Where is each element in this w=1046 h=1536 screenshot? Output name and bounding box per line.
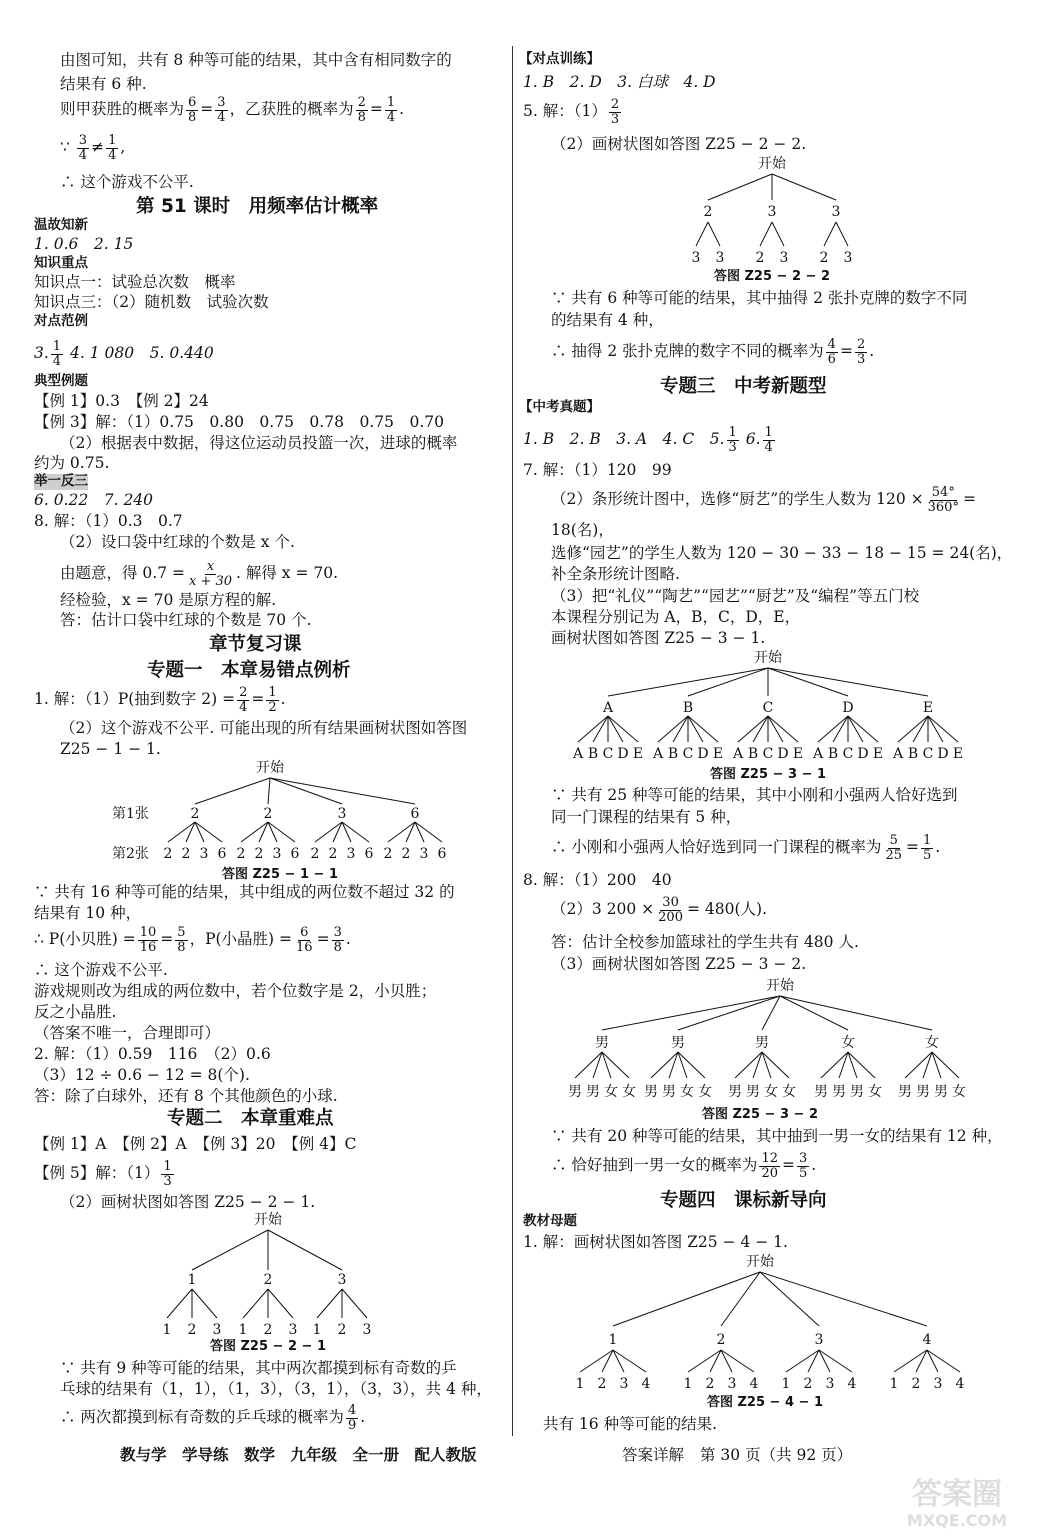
tree-node: 3: [767, 204, 777, 220]
text-line: （2）3 200 × $\frac{30}{200}$ = 480(人).: [551, 895, 768, 925]
tree-leaf: B: [587, 746, 599, 762]
tree-leaf: 3: [288, 1322, 298, 1338]
text-line: 乓球的结果有（1，1），（1，3），（3，1），（3，3），共 4 种，: [60, 1380, 492, 1398]
tree-diagram-z25-2-2: [680, 152, 880, 284]
text-line: 本课程分别记为 A，B，C，D，E，: [551, 608, 801, 626]
text-line: 5. 解：（1） $\frac{2}{3}$: [523, 97, 620, 127]
tree-diagram-z25-4-1: [555, 1250, 975, 1410]
tree-leaf: 1: [238, 1322, 248, 1338]
tree-leaf: A: [892, 746, 904, 762]
tree-leaf: 1: [575, 1376, 585, 1392]
section-heading: 典型例题: [34, 373, 88, 389]
tree-leaf: 3: [779, 250, 789, 266]
text-line: 选修“园艺”的学生人数为 120 − 30 − 33 − 18 − 15 = 24(名)，: [551, 544, 1013, 562]
topic-title: 专题一 本章易错点例析: [147, 660, 351, 681]
tree-diagram-z25-1-1: [100, 758, 460, 882]
text-line: ∵ 共有 6 种等可能的结果，其中抽得 2 张扑克牌的数字不同: [551, 289, 968, 307]
section-heading: 【对点训练】: [519, 51, 600, 67]
text-line: （3）画树状图如答图 Z25 − 3 − 2.: [551, 955, 807, 973]
tree-leaf: 2: [328, 846, 338, 862]
tree-node: 女: [925, 1035, 939, 1051]
tree-leaf: 3: [825, 1376, 835, 1392]
tree-leaf: 女: [952, 1084, 966, 1100]
watermark-text: 答案圈: [912, 1477, 1002, 1512]
tree-node: 男: [595, 1035, 609, 1051]
tree-node: 6: [410, 806, 420, 822]
tree-leaf: 3: [691, 250, 701, 266]
text-line: 反之小晶胜.: [34, 1003, 117, 1021]
text-line: 由图可知，共有 8 种等可能的结果，其中含有相同数字的: [60, 51, 452, 69]
text-line: 补全条形统计图略.: [551, 565, 680, 583]
footer-section: 答案详解: [622, 1446, 685, 1464]
tree-leaf: 男: [644, 1084, 658, 1100]
book-title: 教与学 学导练 数学 九年级 全一册 配人教版: [120, 1446, 477, 1464]
text-line: ∴ 这个游戏不公平.: [60, 173, 194, 191]
text-line: 【例 1】0.3 【例 2】24: [34, 392, 209, 410]
tree-root: 开始: [254, 1212, 282, 1228]
text-line: 的结果有 4 种，: [551, 311, 664, 329]
text-line: ∵ 共有 16 种等可能的结果，其中组成的两位数不超过 32 的: [34, 883, 455, 901]
tree-leaf: B: [827, 746, 839, 762]
tree-leaf: 3: [933, 1376, 943, 1392]
text-line: 1. 0.6 2. 15: [34, 235, 134, 253]
text-line: ∵ 共有 9 种等可能的结果，其中两次都摸到标有奇数的乒: [60, 1359, 457, 1377]
text-line: 2. 解：（1）0.59 116 （2）0.6: [34, 1045, 271, 1063]
tree-leaf: A: [732, 746, 744, 762]
topic-title: 专题三 中考新题型: [660, 376, 827, 397]
tree-leaf: 男: [850, 1084, 864, 1100]
text-line: 8. 解：（1）200 40: [523, 871, 672, 889]
text-line: 1. B 2. B 3. A 4. C 5. $\frac{1}{3}$ 6. $\frac{1}{4}$: [523, 425, 773, 455]
text-line: 结果有 10 种，: [34, 904, 142, 922]
tree-leaf: 女: [622, 1084, 636, 1100]
tree-node: D: [842, 700, 854, 716]
tree-leaf: 2: [383, 846, 393, 862]
tree-leaf: 2: [819, 250, 829, 266]
tree-leaf: 1: [889, 1376, 899, 1392]
tree-leaf: C: [602, 746, 614, 762]
tree-leaf: 1: [162, 1322, 172, 1338]
text-line: 知识点一：试验总次数 概率: [34, 273, 236, 291]
section-heading: 举一反三: [34, 473, 88, 489]
tree-node: 3: [814, 1332, 824, 1348]
tree-leaf: 1: [683, 1376, 693, 1392]
tree-leaf: 6: [437, 846, 447, 862]
section-heading: 知识重点: [34, 255, 88, 271]
tree-leaf: 女: [868, 1084, 882, 1100]
tree-leaf: 2: [705, 1376, 715, 1392]
tree-diagram-z25-3-2: [570, 974, 990, 1122]
tree-leaf: 3: [212, 1322, 222, 1338]
text-line: 18(名)，: [551, 521, 614, 539]
lesson-title: 第 51 课时 用频率估计概率: [136, 196, 379, 217]
text-line: 7. 解：（1）120 99: [523, 461, 672, 479]
text-line: 【例 1】A 【例 2】A 【例 3】20 【例 4】C: [34, 1135, 357, 1153]
text-line: ∴ P(小贝胜) = $\frac{10}{16}$ = $\frac{5}{8}$ ，P(小晶胜) = $\frac{6}{16}$ = $\frac{3}{8}$ .: [34, 925, 351, 955]
tree-leaf: 2: [310, 846, 320, 862]
tree-leaf: 3: [843, 250, 853, 266]
tree-leaf: 男: [728, 1084, 742, 1100]
tree-leaf: 2: [236, 846, 246, 862]
text-line: ∵ 共有 25 种等可能的结果，其中小刚和小强两人恰好选到: [551, 786, 958, 804]
tree-leaf: 2: [254, 846, 264, 862]
text-line: 答：估计全校参加篮球社的学生共有 480 人.: [551, 933, 859, 951]
text-line: （2）根据表中数据，得这位运动员投篮一次，进球的概率: [60, 434, 458, 452]
tree-leaf: 3: [715, 250, 725, 266]
tree-node: A: [602, 700, 614, 716]
tree-leaf: E: [632, 746, 644, 762]
text-line: （2）画树状图如答图 Z25 − 2 − 1.: [60, 1193, 316, 1211]
tree-leaf: 2: [755, 250, 765, 266]
section-heading: 对点范例: [34, 313, 88, 329]
tree-leaf: 3: [346, 846, 356, 862]
tree-leaf: 男: [832, 1084, 846, 1100]
tree-leaf: 3: [362, 1322, 372, 1338]
tree-leaf: D: [937, 746, 949, 762]
tree-node: E: [922, 700, 934, 716]
tree-leaf: 2: [263, 1322, 273, 1338]
tree-leaf: B: [747, 746, 759, 762]
tree-node: 男: [671, 1035, 685, 1051]
text-line: 1. 解：（1）P(抽到数字 2) = $\frac{2}{4}$ = $\frac{1}{2}$ .: [34, 685, 286, 715]
text-line: 【例 5】解：（1） $\frac{1}{3}$: [34, 1159, 172, 1189]
tree-leaf: E: [952, 746, 964, 762]
figure-caption: 答图 Z25 − 2 − 2: [713, 269, 831, 284]
tree-leaf: C: [922, 746, 934, 762]
text-line: 1. B 2. D 3. 白球 4. D: [523, 73, 716, 91]
tree-leaf: 2: [401, 846, 411, 862]
tree-node: 男: [755, 1035, 769, 1051]
tree-row-label: 第2张: [112, 846, 149, 862]
watermark-url: MXQE.COM: [906, 1511, 1008, 1530]
figure-caption: 答图 Z25 − 2 − 1: [209, 1339, 327, 1354]
text-line: 游戏规则改为组成的两位数中，若个位数字是 2，小贝胜；: [34, 982, 437, 1000]
tree-leaf: 女: [782, 1084, 796, 1100]
tree-node: 1: [187, 1272, 197, 1288]
text-line: ∵ 共有 20 种等可能的结果，其中抽到一男一女的结果有 12 种，: [551, 1127, 1003, 1145]
tree-leaf: 女: [764, 1084, 778, 1100]
figure-caption: 答图 Z25 − 1 − 1: [221, 867, 339, 882]
tree-root: 开始: [754, 650, 782, 666]
tree-leaf: 4: [749, 1376, 759, 1392]
text-line: 8. 解：（1）0.3 0.7: [34, 512, 183, 530]
tree-leaf: 2: [181, 846, 191, 862]
tree-node: 4: [922, 1332, 932, 1348]
text-line: 则甲获胜的概率为 $\frac{6}{8}$ = $\frac{3}{4}$ ，乙获胜的概率为 $\frac{2}{8}$ = $\frac{1}{4}$ .: [60, 95, 405, 125]
text-line: ∵ $\frac{3}{4}$ ≠ $\frac{1}{4}$ ,: [60, 133, 126, 163]
text-line: （3）12 ÷ 0.6 − 12 = 8(个).: [34, 1066, 250, 1084]
tree-leaf: B: [907, 746, 919, 762]
tree-leaf: 男: [746, 1084, 760, 1100]
tree-leaf: D: [857, 746, 869, 762]
text-line: （2）画树状图如答图 Z25 − 2 − 2.: [551, 135, 807, 153]
topic-title: 专题四 课标新导向: [660, 1190, 827, 1211]
chapter-title: 章节复习课: [209, 634, 302, 655]
tree-leaf: 女: [698, 1084, 712, 1100]
tree-node: 2: [703, 204, 713, 220]
text-line: ∴ 这个游戏不公平.: [34, 961, 168, 979]
text-line: （2）条形统计图中，选修“厨艺”的学生人数为 120 × $\frac{54^\circ}{360^\circ}$ =: [551, 485, 976, 515]
tree-root: 开始: [758, 156, 786, 172]
text-line: （答案不唯一，合理即可）: [34, 1024, 221, 1042]
tree-node: 3: [831, 204, 841, 220]
tree-leaf: 3: [619, 1376, 629, 1392]
tree-root: 开始: [256, 760, 284, 776]
text-line: 画树状图如答图 Z25 − 3 − 1.: [551, 629, 766, 647]
tree-leaf: 3: [727, 1376, 737, 1392]
text-line: ∴ 两次都摸到标有奇数的乒乓球的概率为 $\frac{4}{9}$ .: [60, 1403, 366, 1433]
tree-leaf: D: [777, 746, 789, 762]
figure-caption: 答图 Z25 − 3 − 1: [709, 767, 827, 782]
tree-leaf: B: [667, 746, 679, 762]
tree-leaf: C: [682, 746, 694, 762]
tree-leaf: A: [812, 746, 824, 762]
tree-leaf: 1: [312, 1322, 322, 1338]
tree-leaf: A: [652, 746, 664, 762]
tree-leaf: A: [572, 746, 584, 762]
tree-leaf: 4: [641, 1376, 651, 1392]
tree-leaf: 2: [597, 1376, 607, 1392]
tree-leaf: 女: [680, 1084, 694, 1100]
tree-leaf: 2: [337, 1322, 347, 1338]
tree-diagram-z25-3-1: [570, 646, 980, 782]
tree-leaf: 女: [604, 1084, 618, 1100]
section-heading: 温故知新: [34, 217, 88, 233]
tree-leaf: 3: [419, 846, 429, 862]
tree-node: C: [762, 700, 774, 716]
text-line: 6. 0.22 7. 240: [34, 491, 154, 509]
tree-node: 2: [716, 1332, 726, 1348]
text-line: 答：估计口袋中红球的个数是 70 个.: [60, 611, 312, 629]
text-line: Z25 − 1 − 1.: [60, 740, 161, 758]
tree-diagram-z25-2-1: [150, 1210, 390, 1358]
tree-node: 2: [263, 1272, 273, 1288]
text-line: （2）这个游戏不公平. 可能出现的所有结果画树状图如答图: [60, 719, 468, 737]
tree-leaf: 4: [955, 1376, 965, 1392]
tree-leaf: C: [842, 746, 854, 762]
tree-leaf: C: [762, 746, 774, 762]
tree-node: 2: [263, 806, 273, 822]
tree-leaf: 男: [586, 1084, 600, 1100]
topic-title: 专题二 本章重难点: [167, 1108, 334, 1129]
tree-node: 2: [190, 806, 200, 822]
tree-node: 3: [337, 1272, 347, 1288]
tree-row-label: 第1张: [112, 806, 149, 822]
text-line: ∴ 抽得 2 张扑克牌的数字不同的概率为 $\frac{4}{6}$ = $\frac{2}{3}$ .: [551, 337, 875, 367]
column-divider: [512, 46, 513, 1436]
tree-leaf: 2: [187, 1322, 197, 1338]
text-line: 共有 16 种等可能的结果.: [543, 1415, 718, 1433]
text-line: （3）把“礼仪”“陶艺”“园艺”“厨艺”及“编程”等五门校: [551, 587, 920, 605]
text-line: 1. 解：画树状图如答图 Z25 − 4 − 1.: [523, 1233, 788, 1251]
text-line: 结果有 6 种.: [60, 75, 147, 93]
tree-leaf: 2: [803, 1376, 813, 1392]
tree-leaf: 男: [662, 1084, 676, 1100]
tree-root: 开始: [766, 978, 794, 994]
text-line: ∴ 恰好抽到一男一女的概率为 $\frac{12}{20}$ = $\frac{3}{5}$ .: [551, 1151, 817, 1181]
tree-leaf: D: [617, 746, 629, 762]
text-line: 约为 0.75.: [34, 454, 110, 472]
text-line: 经检验，x = 70 是原方程的解.: [60, 591, 277, 609]
tree-leaf: 男: [934, 1084, 948, 1100]
tree-node: 3: [337, 806, 347, 822]
text-line: 答：除了白球外，还有 8 个其他颜色的小球.: [34, 1087, 338, 1105]
tree-leaf: 6: [217, 846, 227, 862]
watermark-logo: [872, 1470, 1042, 1530]
tree-leaf: 1: [781, 1376, 791, 1392]
text-line: 知识点三：（2）随机数 试验次数: [34, 293, 269, 311]
tree-leaf: 男: [898, 1084, 912, 1100]
text-line: 3. $\frac{1}{4}$ 4. 1 080 5. 0.440: [34, 339, 214, 369]
tree-leaf: 3: [272, 846, 282, 862]
tree-leaf: 4: [847, 1376, 857, 1392]
tree-leaf: 6: [364, 846, 374, 862]
page-number: 第 30 页（共 92 页）: [700, 1446, 853, 1464]
text-line: 同一门课程的结果有 5 种，: [551, 808, 742, 826]
section-heading: 教材母题: [523, 1213, 577, 1229]
tree-leaf: 3: [199, 846, 209, 862]
text-line: ∴ 小刚和小强两人恰好选到同一门课程的概率为 $\frac{5}{25}$ = $\frac{1}{5}$ .: [551, 833, 941, 863]
section-heading: 【中考真题】: [519, 399, 600, 415]
tree-node: 1: [608, 1332, 618, 1348]
text-line: 由题意，得 0.7 = $\frac{x}{x + 30}$ . 解得 x = 70.: [60, 559, 339, 589]
tree-leaf: 男: [814, 1084, 828, 1100]
tree-leaf: 男: [916, 1084, 930, 1100]
figure-caption: 答图 Z25 − 3 − 2: [701, 1107, 819, 1122]
tree-node: 女: [841, 1035, 855, 1051]
tree-leaf: D: [697, 746, 709, 762]
text-line: 【例 3】解：（1）0.75 0.80 0.75 0.78 0.75 0.70: [34, 413, 444, 431]
tree-node: B: [682, 700, 694, 716]
tree-leaf: E: [712, 746, 724, 762]
tree-leaf: E: [872, 746, 884, 762]
tree-leaf: 2: [911, 1376, 921, 1392]
tree-leaf: 男: [568, 1084, 582, 1100]
tree-leaf: 6: [290, 846, 300, 862]
text-line: （2）设口袋中红球的个数是 x 个.: [60, 533, 295, 551]
tree-leaf: 2: [163, 846, 173, 862]
tree-leaf: E: [792, 746, 804, 762]
tree-root: 开始: [746, 1254, 774, 1270]
figure-caption: 答图 Z25 − 4 − 1: [706, 1395, 824, 1410]
